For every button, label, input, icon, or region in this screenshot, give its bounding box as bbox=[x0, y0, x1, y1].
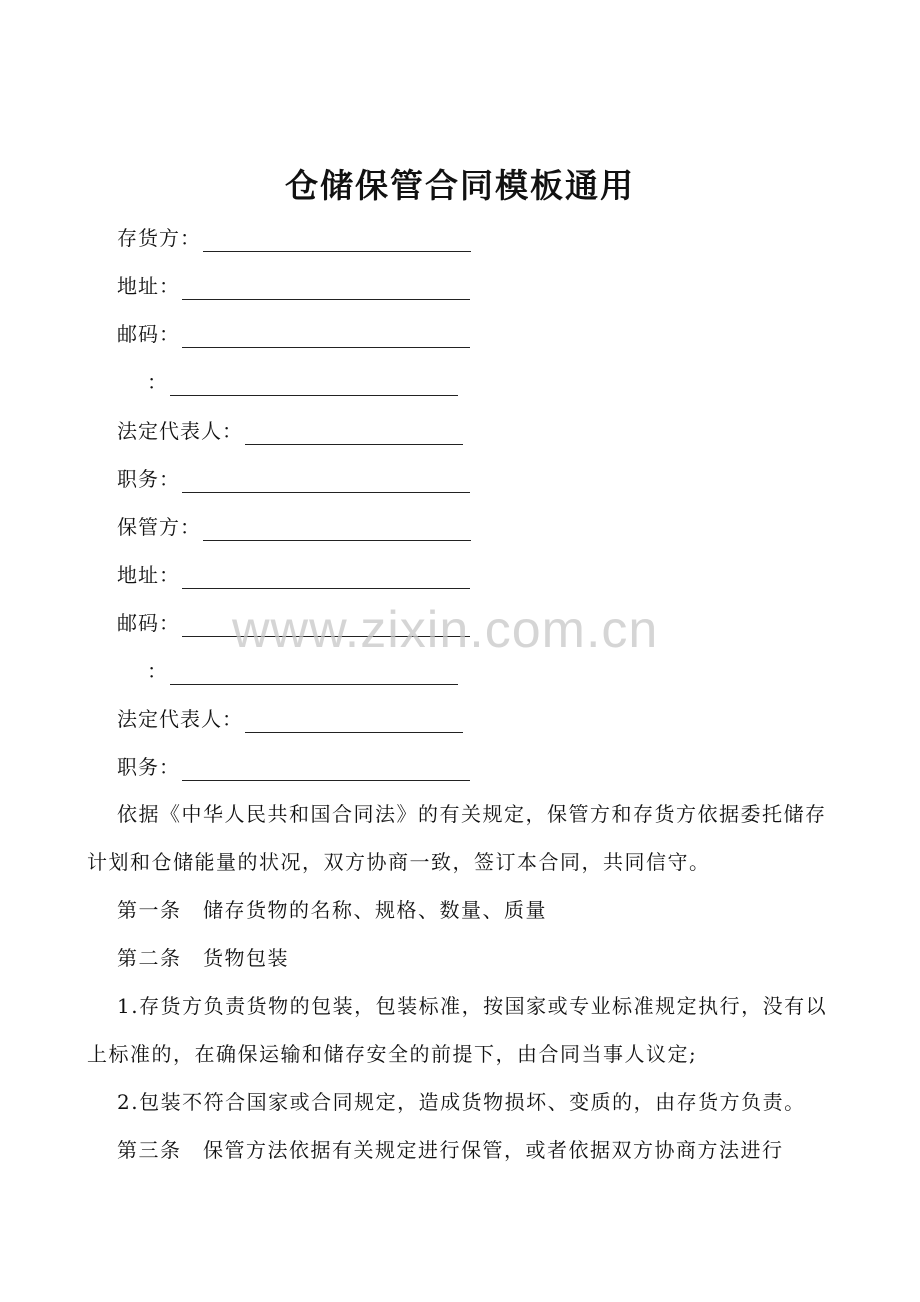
field-label: 保管方： bbox=[117, 515, 201, 539]
fill-in-line[interactable] bbox=[182, 279, 470, 300]
article-2-clause-2: 2.包装不符合国家或合同规定，造成货物损坏、变质的，由存货方负责。 bbox=[117, 1090, 806, 1114]
custodian-address-field bbox=[117, 559, 470, 589]
custodian-legal-rep-field bbox=[117, 703, 463, 733]
fill-in-line[interactable] bbox=[182, 472, 470, 493]
depositor-field bbox=[117, 222, 471, 252]
fill-in-line[interactable] bbox=[182, 568, 470, 589]
custodian-field bbox=[117, 511, 471, 541]
fill-in-line[interactable] bbox=[203, 231, 471, 252]
depositor-address-field bbox=[117, 270, 470, 300]
watermark: www.zixin.com.cn bbox=[232, 601, 659, 659]
fill-in-line[interactable] bbox=[170, 375, 458, 396]
custodian-blank-field bbox=[147, 655, 458, 685]
field-label: 邮码： bbox=[117, 322, 180, 346]
fill-in-line[interactable] bbox=[203, 520, 471, 541]
depositor-legal-rep-field bbox=[117, 415, 463, 445]
article-3-paragraph: 第三条 保管方法依据有关规定进行保管，或者依据双方协商方法进行 bbox=[117, 1138, 784, 1162]
depositor-blank-field bbox=[147, 366, 458, 396]
custodian-position-field bbox=[117, 751, 470, 781]
field-label: 职务： bbox=[117, 755, 180, 779]
field-label: ： bbox=[147, 370, 168, 394]
field-label: 法定代表人： bbox=[117, 707, 243, 731]
field-label: 地址： bbox=[117, 563, 180, 587]
article-2-clause-1: 1.存货方负责货物的包装，包装标准，按国家或专业标准规定执行，没有以上标准的，在确保运输和储存安全的前提下，由合同当事人议定; bbox=[87, 994, 828, 1066]
fill-in-line[interactable] bbox=[182, 616, 470, 637]
field-label: 职务： bbox=[117, 467, 180, 491]
contract-body bbox=[87, 790, 847, 1174]
fill-in-line[interactable] bbox=[170, 664, 458, 685]
fill-in-line[interactable] bbox=[182, 760, 470, 781]
depositor-postcode-field bbox=[117, 318, 470, 348]
fill-in-line[interactable] bbox=[182, 327, 470, 348]
article-2-heading: 第二条 货物包装 bbox=[117, 946, 289, 970]
fill-in-line[interactable] bbox=[245, 424, 463, 445]
document-title: 仓储保管合同模板通用 bbox=[285, 166, 635, 205]
custodian-postcode-field bbox=[117, 607, 470, 637]
article-1-heading: 第一条 储存货物的名称、规格、数量、质量 bbox=[117, 898, 547, 922]
depositor-position-field bbox=[117, 463, 470, 493]
field-label: 存货方： bbox=[117, 226, 201, 250]
field-label: ： bbox=[147, 659, 168, 683]
field-label: 地址： bbox=[117, 274, 180, 298]
field-label: 法定代表人： bbox=[117, 419, 243, 443]
preamble-paragraph: 依据《中华人民共和国合同法》的有关规定，保管方和存货方依据委托储存计划和仓储能量的状况，双方协商一致，签订本合同，共同信守。 bbox=[87, 802, 827, 874]
fill-in-line[interactable] bbox=[245, 712, 463, 733]
field-label: 邮码： bbox=[117, 611, 180, 635]
